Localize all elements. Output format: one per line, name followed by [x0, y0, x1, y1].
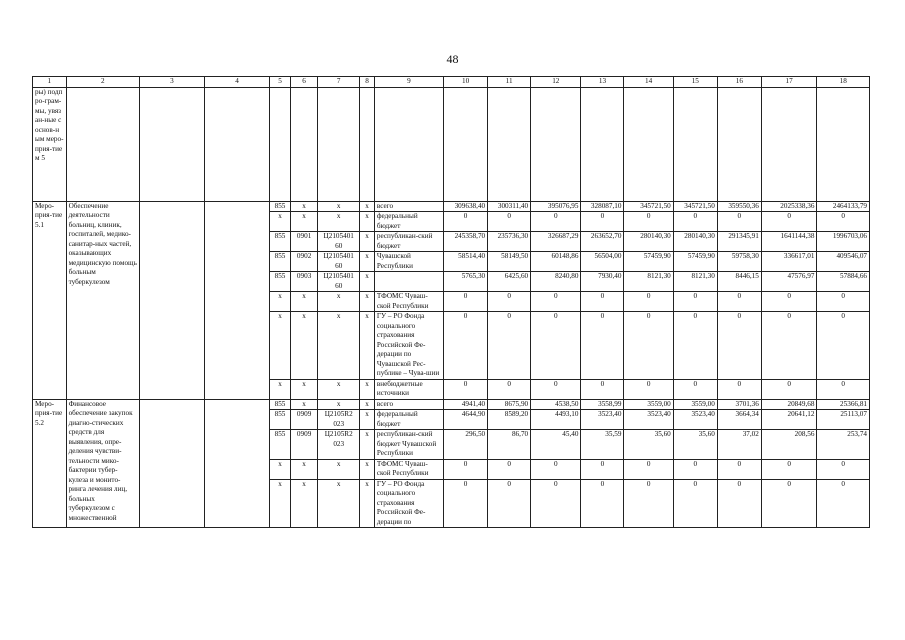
cell-funding-source: всего: [374, 399, 443, 410]
cell-amount: 37,02: [717, 430, 761, 460]
cell-funding-source: ГУ – РО Фонда социального страхования Российской Фе-дерации по Чувашской Рес-публике – Чува-шии: [374, 312, 443, 380]
cell-amount: 0: [717, 212, 761, 232]
budget-table: [32, 76, 870, 528]
cell-expense-type: x: [360, 212, 375, 232]
cell-amount: 2464133,79: [817, 201, 870, 212]
cell-amount: 35,60: [624, 430, 673, 460]
cell-amount: 20641,12: [761, 410, 817, 430]
cell-amount: 0: [717, 292, 761, 312]
col-header-7: 7: [318, 77, 360, 88]
cell-section: x: [290, 459, 317, 479]
cell-amount: 45,40: [531, 430, 581, 460]
cell-amount: 0: [624, 312, 673, 380]
cell-expense-type: x: [360, 232, 375, 252]
cell-amount: 8589,20: [488, 410, 531, 430]
cell-target-article: x: [318, 479, 360, 528]
cell-amount: 35,60: [673, 430, 717, 460]
measure-description: Обеспечение деятельности больниц, клиник, госпиталей, медико-санитар-ных частей, оказывающих медицинскую помощь больным туберкулезом: [66, 201, 139, 399]
col-header-13: 13: [581, 77, 624, 88]
cell-amount: 2025338,36: [761, 201, 817, 212]
cell-amount: 35,59: [581, 430, 624, 460]
col-header-2: 2: [66, 77, 139, 88]
cell-funding-source: ТФОМС Чуваш-ской Республики: [374, 459, 443, 479]
cell-amount: 0: [581, 379, 624, 399]
cell-grbs: 855: [270, 201, 291, 212]
cell-amount: 8675,90: [488, 399, 531, 410]
cell-amount: 0: [817, 479, 870, 528]
cell-amount: 3558,99: [581, 399, 624, 410]
cell-funding-source: федеральный бюджет: [374, 212, 443, 232]
cell-grbs: 855: [270, 272, 291, 292]
cell-section: 0901: [290, 232, 317, 252]
cell-amount: 0: [488, 479, 531, 528]
column-number-row: [33, 77, 870, 88]
cell-amount: 3559,00: [624, 399, 673, 410]
cell-amount: 0: [531, 459, 581, 479]
cell-amount: 3701,36: [717, 399, 761, 410]
cell-amount: 5765,30: [444, 272, 488, 292]
cell-section: 0909: [290, 410, 317, 430]
empty-cell: [204, 399, 269, 528]
cell-amount: 0: [581, 312, 624, 380]
cell-amount: 0: [761, 479, 817, 528]
col-header-1: 1: [33, 77, 67, 88]
cell-grbs: 855: [270, 430, 291, 460]
cell-grbs: 855: [270, 410, 291, 430]
cell-amount: 1996703,06: [817, 232, 870, 252]
cell-amount: 0: [817, 292, 870, 312]
cell-amount: 60148,86: [531, 252, 581, 272]
cell-section: x: [290, 201, 317, 212]
cell-amount: 0: [624, 292, 673, 312]
cell-amount: 0: [488, 312, 531, 380]
cell-amount: 8121,30: [673, 272, 717, 292]
cell-amount: 59758,30: [717, 252, 761, 272]
cell-expense-type: x: [360, 410, 375, 430]
cell-amount: 4493,10: [531, 410, 581, 430]
measure-name: Меро-прия-тие 5.1: [33, 201, 67, 399]
cell-amount: 0: [531, 292, 581, 312]
cell-target-article: x: [318, 379, 360, 399]
cell-amount: 0: [717, 379, 761, 399]
col-header-12: 12: [531, 77, 581, 88]
cell-amount: 0: [673, 459, 717, 479]
cell-target-article: x: [318, 292, 360, 312]
cell-amount: 8240,80: [531, 272, 581, 292]
col-header-10: 10: [444, 77, 488, 88]
cell-grbs: 855: [270, 252, 291, 272]
cell-amount: 291345,91: [717, 232, 761, 252]
cell-amount: 0: [531, 379, 581, 399]
cell-grbs: x: [270, 479, 291, 528]
cell-amount: 345721,50: [673, 201, 717, 212]
cell-section: 0909: [290, 430, 317, 460]
page-number: 48: [446, 52, 459, 66]
cell-amount: 8121,30: [624, 272, 673, 292]
cell-amount: 208,56: [761, 430, 817, 460]
cell-target-article: Ц2105R2 023: [318, 430, 360, 460]
col-header-17: 17: [761, 77, 817, 88]
col-header-11: 11: [488, 77, 531, 88]
intro-text: ры) подпро-грам-мы, увязан-ные с основ-ным меро-прия-тием 5: [33, 87, 67, 201]
col-header-5: 5: [270, 77, 291, 88]
col-header-3: 3: [139, 77, 204, 88]
cell-section: x: [290, 312, 317, 380]
col-header-16: 16: [717, 77, 761, 88]
col-header-15: 15: [673, 77, 717, 88]
cell-amount: 0: [761, 459, 817, 479]
cell-expense-type: x: [360, 430, 375, 460]
cell-amount: 0: [444, 212, 488, 232]
cell-amount: 25366,81: [817, 399, 870, 410]
cell-amount: 0: [444, 379, 488, 399]
cell-amount: 1641144,38: [761, 232, 817, 252]
cell-section: x: [290, 379, 317, 399]
cell-section: 0903: [290, 272, 317, 292]
cell-amount: 57459,90: [673, 252, 717, 272]
cell-amount: 0: [624, 459, 673, 479]
cell-amount: 47576,97: [761, 272, 817, 292]
cell-amount: 0: [444, 459, 488, 479]
cell-target-article: x: [318, 399, 360, 410]
cell-amount: 0: [673, 379, 717, 399]
cell-amount: 0: [761, 379, 817, 399]
cell-target-article: Ц2105R2 023: [318, 410, 360, 430]
cell-amount: 58149,50: [488, 252, 531, 272]
empty-cell: [204, 201, 269, 399]
cell-amount: 0: [624, 212, 673, 232]
cell-amount: 7930,40: [581, 272, 624, 292]
cell-amount: 4644,90: [444, 410, 488, 430]
cell-amount: 0: [817, 312, 870, 380]
cell-amount: 328087,10: [581, 201, 624, 212]
cell-funding-source: внебюджетные источники: [374, 379, 443, 399]
cell-amount: 0: [624, 379, 673, 399]
cell-amount: 3559,00: [673, 399, 717, 410]
cell-amount: 280140,30: [673, 232, 717, 252]
cell-amount: 395076,95: [531, 201, 581, 212]
cell-grbs: 855: [270, 232, 291, 252]
col-header-14: 14: [624, 77, 673, 88]
cell-amount: 3523,40: [581, 410, 624, 430]
cell-amount: 336617,01: [761, 252, 817, 272]
cell-amount: 3523,40: [673, 410, 717, 430]
cell-amount: 0: [717, 459, 761, 479]
cell-section: x: [290, 292, 317, 312]
table-body: [33, 77, 870, 528]
cell-amount: 0: [717, 479, 761, 528]
cell-target-article: Ц2105401 60: [318, 252, 360, 272]
cell-amount: 0: [817, 379, 870, 399]
cell-funding-source: ГУ – РО Фонда социального страхования Российской Фе-дерации по: [374, 479, 443, 528]
col-header-6: 6: [290, 77, 317, 88]
cell-amount: 0: [581, 292, 624, 312]
cell-amount: 0: [761, 212, 817, 232]
measure-description: Финансовое обеспечение закупок диагно-стических средств для выявления, опре-деления чувстви-тельности мико-бактерии тубер-кулеза и монито-ринга лечения лиц, больных туберкулезом с множественной: [66, 399, 139, 528]
cell-amount: 296,50: [444, 430, 488, 460]
cell-target-article: x: [318, 212, 360, 232]
cell-amount: 0: [488, 212, 531, 232]
cell-amount: 345721,50: [624, 201, 673, 212]
cell-expense-type: x: [360, 379, 375, 399]
cell-amount: 0: [761, 312, 817, 380]
cell-expense-type: x: [360, 312, 375, 380]
cell-section: 0902: [290, 252, 317, 272]
cell-amount: 3523,40: [624, 410, 673, 430]
cell-amount: 0: [817, 459, 870, 479]
cell-amount: 4941,40: [444, 399, 488, 410]
cell-amount: 253,74: [817, 430, 870, 460]
cell-amount: 0: [673, 312, 717, 380]
cell-amount: 4538,50: [531, 399, 581, 410]
cell-funding-source: Чувашской Республики: [374, 252, 443, 272]
cell-amount: 300311,40: [488, 201, 531, 212]
cell-amount: 0: [673, 212, 717, 232]
cell-expense-type: x: [360, 479, 375, 528]
measure-name: Меро-прия-тие 5.2: [33, 399, 67, 528]
cell-amount: 57459,90: [624, 252, 673, 272]
cell-amount: 0: [531, 479, 581, 528]
cell-amount: 0: [624, 479, 673, 528]
cell-target-article: x: [318, 459, 360, 479]
cell-amount: 326687,29: [531, 232, 581, 252]
cell-expense-type: x: [360, 201, 375, 212]
cell-amount: 0: [488, 459, 531, 479]
cell-amount: 0: [581, 459, 624, 479]
cell-amount: 0: [488, 292, 531, 312]
cell-expense-type: x: [360, 399, 375, 410]
cell-amount: 57884,66: [817, 272, 870, 292]
cell-amount: 25113,07: [817, 410, 870, 430]
table-row: [33, 399, 870, 410]
cell-amount: 0: [581, 212, 624, 232]
empty-cell: [139, 399, 204, 528]
cell-target-article: Ц2105401 60: [318, 272, 360, 292]
cell-amount: 0: [444, 312, 488, 380]
cell-funding-source: федеральный бюджет: [374, 410, 443, 430]
cell-amount: 0: [673, 479, 717, 528]
cell-grbs: 855: [270, 399, 291, 410]
cell-target-article: x: [318, 312, 360, 380]
table-row: [33, 201, 870, 212]
cell-section: x: [290, 479, 317, 528]
cell-amount: 20849,68: [761, 399, 817, 410]
cell-amount: 0: [531, 212, 581, 232]
cell-expense-type: x: [360, 459, 375, 479]
col-header-18: 18: [817, 77, 870, 88]
cell-amount: 3664,34: [717, 410, 761, 430]
cell-amount: 0: [444, 292, 488, 312]
cell-funding-source: всего: [374, 201, 443, 212]
col-header-8: 8: [360, 77, 375, 88]
cell-amount: 56504,00: [581, 252, 624, 272]
cell-section: x: [290, 212, 317, 232]
cell-amount: 0: [531, 312, 581, 380]
cell-amount: 58514,40: [444, 252, 488, 272]
cell-amount: 0: [444, 479, 488, 528]
cell-expense-type: x: [360, 292, 375, 312]
intro-row: [33, 87, 870, 201]
cell-amount: 0: [673, 292, 717, 312]
cell-amount: 245358,70: [444, 232, 488, 252]
cell-amount: 8446,15: [717, 272, 761, 292]
cell-amount: 280140,30: [624, 232, 673, 252]
cell-amount: 0: [761, 292, 817, 312]
cell-amount: 359550,36: [717, 201, 761, 212]
cell-section: x: [290, 399, 317, 410]
cell-amount: 6425,60: [488, 272, 531, 292]
cell-amount: 0: [817, 212, 870, 232]
cell-target-article: Ц2105401 60: [318, 232, 360, 252]
cell-amount: 0: [488, 379, 531, 399]
cell-amount: 0: [717, 312, 761, 380]
cell-grbs: x: [270, 312, 291, 380]
cell-grbs: x: [270, 292, 291, 312]
cell-funding-source: республикан-ский бюджет: [374, 232, 443, 252]
cell-amount: 263652,70: [581, 232, 624, 252]
cell-amount: 0: [581, 479, 624, 528]
cell-grbs: x: [270, 459, 291, 479]
col-header-4: 4: [204, 77, 269, 88]
cell-target-article: x: [318, 201, 360, 212]
cell-funding-source: [374, 272, 443, 292]
cell-grbs: x: [270, 212, 291, 232]
cell-amount: 309638,40: [444, 201, 488, 212]
empty-cell: [139, 201, 204, 399]
cell-amount: 86,70: [488, 430, 531, 460]
col-header-9: 9: [374, 77, 443, 88]
cell-amount: 235736,30: [488, 232, 531, 252]
cell-expense-type: x: [360, 272, 375, 292]
cell-amount: 409546,07: [817, 252, 870, 272]
cell-grbs: x: [270, 379, 291, 399]
cell-expense-type: x: [360, 252, 375, 272]
cell-funding-source: ТФОМС Чуваш-ской Республики: [374, 292, 443, 312]
cell-funding-source: республикан-ский бюджет Чувашской Республики: [374, 430, 443, 460]
